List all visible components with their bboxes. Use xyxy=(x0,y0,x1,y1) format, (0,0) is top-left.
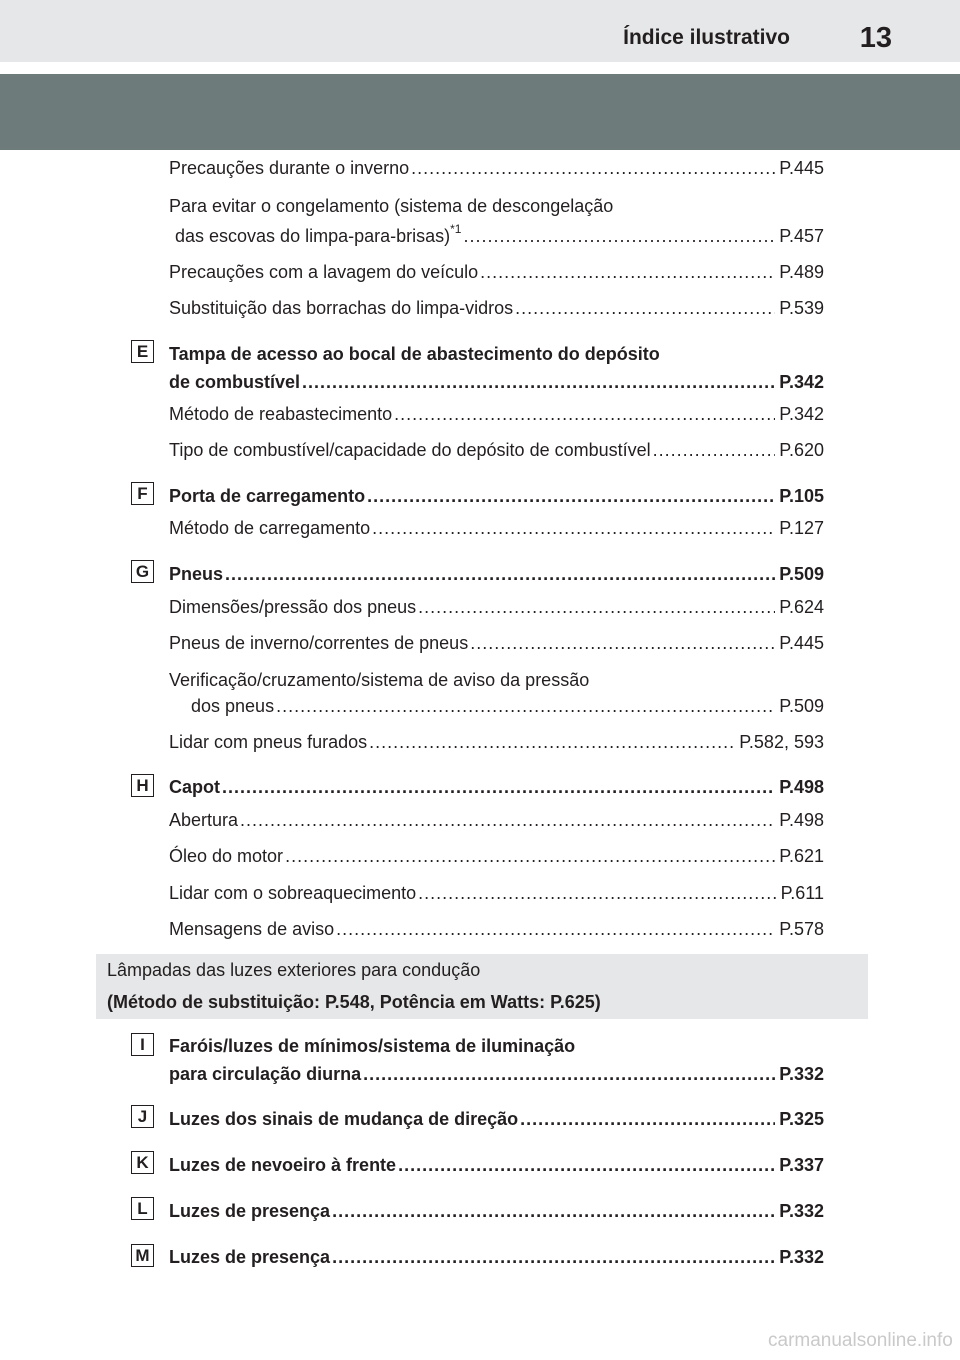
index-entry[interactable] xyxy=(169,1108,824,1130)
index-entry[interactable] xyxy=(169,632,824,654)
index-entry[interactable] xyxy=(169,439,824,461)
entry-page: P.325 xyxy=(779,1109,824,1129)
entry-label: Precauções durante o inverno xyxy=(169,158,410,178)
entry-page: P.342 xyxy=(779,372,824,392)
index-entry[interactable] xyxy=(169,1154,824,1176)
entry-label: Mensagens de aviso xyxy=(169,919,335,939)
index-entry[interactable] xyxy=(169,261,824,283)
index-entry[interactable] xyxy=(169,297,824,319)
index-entry[interactable] xyxy=(169,918,824,940)
entry-page: P.127 xyxy=(779,518,824,538)
entry-label: dos pneus xyxy=(191,696,275,716)
letter-marker-l: L xyxy=(131,1197,154,1220)
entry-label: Precauções com a lavagem do veículo xyxy=(169,262,479,282)
entry-page: P.621 xyxy=(779,846,824,866)
entry-page: P.332 xyxy=(779,1064,824,1084)
index-entry[interactable] xyxy=(169,371,824,393)
index-entry[interactable] xyxy=(169,809,824,831)
entry-label: Método de reabastecimento xyxy=(169,404,393,424)
index-entry[interactable] xyxy=(169,882,824,904)
index-entry[interactable] xyxy=(169,403,824,425)
entry-label: Pneus de inverno/correntes de pneus xyxy=(169,633,469,653)
entry-page: P.337 xyxy=(779,1155,824,1175)
entry-label: Lidar com o sobreaquecimento xyxy=(169,883,417,903)
entry-page: P.578 xyxy=(779,919,824,939)
lamps-info-details: (Método de substituição: P.548, Potência em Watts: P.625) xyxy=(107,992,601,1012)
entry-page: P.445 xyxy=(779,158,824,178)
index-entry[interactable] xyxy=(169,1063,824,1085)
entry-page: P.445 xyxy=(779,633,824,653)
letter-marker-h: H xyxy=(131,774,154,797)
entry-page: P.611 xyxy=(780,883,824,903)
entry-label: Abertura xyxy=(169,810,239,830)
entry-label: Para evitar o congelamento (sistema de descongelação xyxy=(169,196,614,216)
page-number: 13 xyxy=(859,22,892,54)
index-entry[interactable] xyxy=(175,222,824,247)
entry-page: P.332 xyxy=(779,1247,824,1267)
entry-label: Porta de carregamento xyxy=(169,486,366,506)
entry-label: Capot xyxy=(169,777,220,797)
letter-marker-m: M xyxy=(131,1244,154,1267)
entry-label: Verificação/cruzamento/sistema de aviso da pressão xyxy=(169,670,590,690)
entry-page: P.582, 593 xyxy=(739,732,824,752)
entry-page: P.509 xyxy=(779,564,824,584)
entry-label: Luzes de presença xyxy=(169,1201,331,1221)
entry-label: Óleo do motor xyxy=(169,846,284,866)
entry-label: das escovas do limpa-para-brisas) xyxy=(175,226,451,246)
entry-label: Pneus xyxy=(169,564,224,584)
entry-label: Substituição das borrachas do limpa-vidros xyxy=(169,298,514,318)
entry-page: P.489 xyxy=(779,262,824,282)
watermark: carmanualsonline.info xyxy=(768,1330,953,1351)
index-entry[interactable] xyxy=(169,485,824,507)
entry-page: P.105 xyxy=(779,486,824,506)
entry-label: Faróis/luzes de mínimos/sistema de iluminação xyxy=(169,1036,576,1056)
letter-marker-f: F xyxy=(131,482,154,505)
index-entry[interactable] xyxy=(169,157,824,179)
entry-label: Tipo de combustível/capacidade do depósito de combustível xyxy=(169,440,651,460)
entry-label: de combustível xyxy=(169,372,301,392)
letter-marker-g: G xyxy=(131,560,154,583)
letter-marker-k: K xyxy=(131,1151,154,1174)
index-entry[interactable] xyxy=(169,776,824,798)
entry-label: Dimensões/pressão dos pneus xyxy=(169,597,417,617)
index-entry[interactable] xyxy=(169,731,824,753)
entry-label: Luzes dos sinais de mudança de direção xyxy=(169,1109,519,1129)
entry-label: Método de carregamento xyxy=(169,518,371,538)
entry-page: P.624 xyxy=(779,597,824,617)
index-entry[interactable] xyxy=(169,596,824,618)
entry-page: P.498 xyxy=(779,777,824,797)
entry-label: Lidar com pneus furados xyxy=(169,732,368,752)
entry-page: P.539 xyxy=(779,298,824,318)
entry-page: P.620 xyxy=(779,440,824,460)
entry-label: Tampa de acesso ao bocal de abastecimento do depósito xyxy=(169,344,660,364)
entry-label: para circulação diurna xyxy=(169,1064,362,1084)
index-entry[interactable] xyxy=(169,1200,824,1222)
entry-page: P.498 xyxy=(779,810,824,830)
section-title: Índice ilustrativo xyxy=(623,26,790,49)
lamps-info-title: Lâmpadas das luzes exteriores para condução xyxy=(107,960,481,980)
entry-page: P.457 xyxy=(779,226,824,246)
letter-marker-j: J xyxy=(131,1105,154,1128)
letter-marker-i: I xyxy=(131,1033,154,1056)
index-entry[interactable] xyxy=(169,563,824,585)
entry-page: P.342 xyxy=(779,404,824,424)
entry-label: Luzes de nevoeiro à frente xyxy=(169,1155,397,1175)
entry-page: P.509 xyxy=(779,696,824,716)
index-entry[interactable] xyxy=(169,1246,824,1268)
entry-label: Luzes de presença xyxy=(169,1247,331,1267)
entry-page: P.332 xyxy=(779,1201,824,1221)
index-entry[interactable] xyxy=(169,517,824,539)
letter-marker-e: E xyxy=(131,340,154,363)
index-entry[interactable] xyxy=(169,845,824,867)
index-entry[interactable] xyxy=(191,695,824,717)
footnote-marker: *1 xyxy=(450,222,462,236)
